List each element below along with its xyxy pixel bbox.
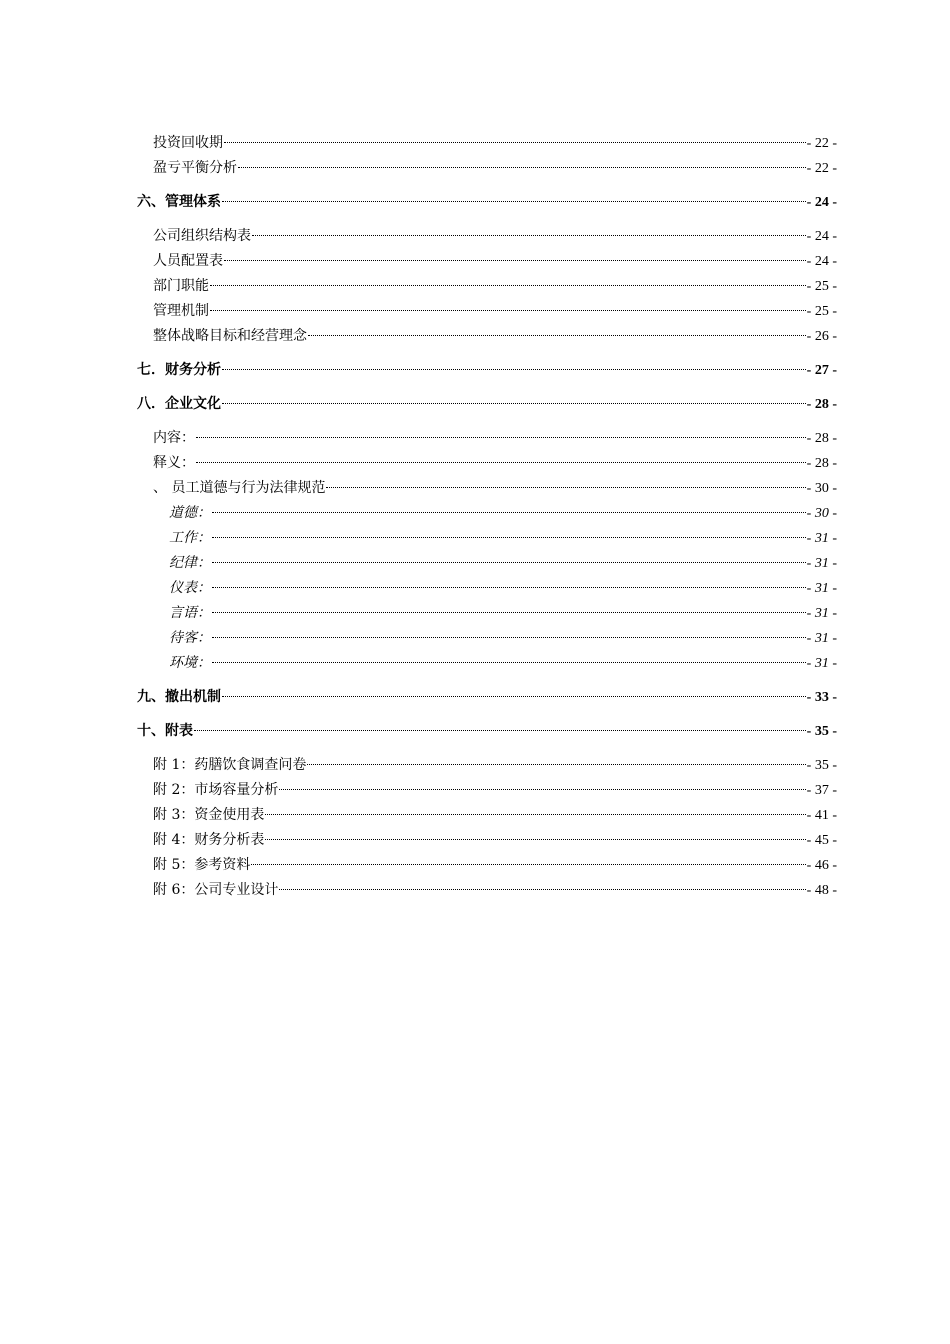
toc-item[interactable] bbox=[137, 778, 837, 803]
toc-item[interactable] bbox=[137, 878, 837, 903]
toc-entry-label: 内容： bbox=[153, 430, 195, 446]
toc-item[interactable] bbox=[137, 753, 837, 778]
toc-leader-dots bbox=[212, 661, 806, 663]
toc-leader-dots bbox=[224, 259, 806, 261]
toc-section-heading[interactable] bbox=[137, 685, 837, 710]
toc-entry-label: 附 3：资金使用表 bbox=[153, 807, 265, 823]
toc-page-number: - 25 - bbox=[806, 304, 837, 319]
toc-item[interactable] bbox=[137, 853, 837, 878]
toc-page-number: - 31 - bbox=[806, 531, 837, 546]
toc-leader-dots bbox=[252, 234, 806, 236]
toc-item[interactable] bbox=[137, 828, 837, 853]
toc-item[interactable] bbox=[137, 156, 837, 181]
toc-subitem[interactable] bbox=[137, 626, 837, 651]
toc-page-number: - 31 - bbox=[806, 581, 837, 596]
toc-leader-dots bbox=[212, 636, 806, 638]
toc-section-heading[interactable] bbox=[137, 358, 837, 383]
toc-subitem[interactable] bbox=[137, 501, 837, 526]
toc-subitem[interactable] bbox=[137, 651, 837, 676]
toc-page-number: - 25 - bbox=[806, 279, 837, 294]
toc-section-heading[interactable] bbox=[137, 719, 837, 744]
toc-page-number: - 33 - bbox=[806, 690, 837, 705]
toc-section-heading[interactable] bbox=[137, 190, 837, 215]
toc-leader-dots bbox=[279, 788, 805, 790]
toc-page-number: - 46 - bbox=[806, 858, 837, 873]
toc-entry-label: 管理机制 bbox=[153, 303, 209, 319]
toc-leader-dots bbox=[308, 334, 806, 336]
toc-page-number: - 30 - bbox=[806, 506, 837, 521]
toc-subitem[interactable] bbox=[137, 551, 837, 576]
toc-page-number: - 26 - bbox=[806, 329, 837, 344]
toc-page-number: - 22 - bbox=[806, 136, 837, 151]
toc-leader-dots bbox=[279, 888, 805, 890]
toc-page-number: - 35 - bbox=[806, 758, 837, 773]
toc-leader-dots bbox=[210, 284, 806, 286]
toc-entry-label: 纪律： bbox=[169, 555, 211, 571]
toc-subitem[interactable] bbox=[137, 601, 837, 626]
toc-entry-label: 待客： bbox=[169, 630, 211, 646]
toc-leader-dots bbox=[238, 166, 806, 168]
toc-leader-dots bbox=[212, 586, 806, 588]
toc-entry-label: 释义： bbox=[153, 455, 195, 471]
toc-leader-dots bbox=[212, 536, 806, 538]
toc-page-number: - 35 - bbox=[806, 724, 837, 739]
toc-item[interactable] bbox=[137, 224, 837, 249]
table-of-contents bbox=[137, 131, 837, 903]
toc-page-number: - 31 - bbox=[806, 656, 837, 671]
toc-leader-dots bbox=[212, 511, 806, 513]
toc-entry-label: 八．企业文化 bbox=[137, 396, 221, 412]
toc-entry-label: 言语： bbox=[169, 605, 211, 621]
toc-leader-dots bbox=[222, 402, 806, 404]
toc-entry-label: 附 5：参考资料 bbox=[153, 857, 251, 873]
toc-item[interactable] bbox=[137, 249, 837, 274]
toc-page-number: - 30 - bbox=[806, 481, 837, 496]
toc-page-number: - 31 - bbox=[806, 631, 837, 646]
toc-page-number: - 31 - bbox=[806, 606, 837, 621]
toc-page-number: - 48 - bbox=[806, 883, 837, 898]
toc-leader-dots bbox=[194, 729, 806, 731]
toc-entry-label: 九、撤出机制 bbox=[137, 689, 221, 705]
toc-subitem[interactable] bbox=[137, 576, 837, 601]
toc-page-number: - 24 - bbox=[806, 195, 837, 210]
toc-page-number: - 41 - bbox=[806, 808, 837, 823]
toc-entry-label: 附 1：药膳饮食调查问卷 bbox=[153, 757, 307, 773]
toc-page-number: - 28 - bbox=[806, 456, 837, 471]
toc-entry-label: 附 2：市场容量分析 bbox=[153, 782, 279, 798]
toc-leader-dots bbox=[196, 436, 806, 438]
toc-item[interactable] bbox=[137, 131, 837, 156]
toc-leader-dots bbox=[224, 141, 806, 143]
toc-leader-dots bbox=[210, 309, 806, 311]
toc-entry-label: 十、附表 bbox=[137, 723, 193, 739]
toc-entry-label: 、 员工道德与行为法律规范 bbox=[153, 480, 326, 496]
toc-page-number: - 37 - bbox=[806, 783, 837, 798]
toc-leader-dots bbox=[265, 813, 805, 815]
toc-leader-dots bbox=[222, 200, 806, 202]
toc-entry-label: 道德： bbox=[169, 505, 211, 521]
toc-page-number: - 45 - bbox=[806, 833, 837, 848]
toc-entry-label: 公司组织结构表 bbox=[153, 228, 251, 244]
toc-page-number: - 24 - bbox=[806, 229, 837, 244]
toc-leader-dots bbox=[326, 486, 805, 488]
toc-item[interactable] bbox=[137, 803, 837, 828]
toc-entry-label: 仪表： bbox=[169, 580, 211, 596]
toc-entry-label: 人员配置表 bbox=[153, 253, 223, 269]
toc-page-number: - 22 - bbox=[806, 161, 837, 176]
toc-section-heading[interactable] bbox=[137, 392, 837, 417]
toc-entry-label: 投资回收期 bbox=[153, 135, 223, 151]
toc-entry-label: 工作： bbox=[169, 530, 211, 546]
toc-entry-label: 盈亏平衡分析 bbox=[153, 160, 237, 176]
toc-entry-label: 整体战略目标和经营理念 bbox=[153, 328, 307, 344]
toc-entry-label: 环境： bbox=[169, 655, 211, 671]
toc-page-number: - 31 - bbox=[806, 556, 837, 571]
toc-page-number: - 24 - bbox=[806, 254, 837, 269]
toc-leader-dots bbox=[251, 863, 805, 865]
toc-page-number: - 27 - bbox=[806, 363, 837, 378]
toc-item[interactable] bbox=[137, 299, 837, 324]
toc-leader-dots bbox=[212, 611, 806, 613]
toc-item[interactable] bbox=[137, 476, 837, 501]
toc-page-number: - 28 - bbox=[806, 431, 837, 446]
toc-item[interactable] bbox=[137, 451, 837, 476]
toc-page-number: - 28 - bbox=[806, 397, 837, 412]
toc-leader-dots bbox=[222, 695, 806, 697]
toc-leader-dots bbox=[222, 368, 806, 370]
toc-entry-label: 附 4：财务分析表 bbox=[153, 832, 265, 848]
toc-entry-label: 七．财务分析 bbox=[137, 362, 221, 378]
toc-item[interactable] bbox=[137, 426, 837, 451]
toc-entry-label: 附 6：公司专业设计 bbox=[153, 882, 279, 898]
toc-leader-dots bbox=[196, 461, 806, 463]
toc-subitem[interactable] bbox=[137, 526, 837, 551]
toc-leader-dots bbox=[265, 838, 805, 840]
toc-entry-label: 部门职能 bbox=[153, 278, 209, 294]
toc-leader-dots bbox=[212, 561, 806, 563]
toc-entry-label: 六、管理体系 bbox=[137, 194, 221, 210]
toc-leader-dots bbox=[307, 763, 805, 765]
toc-item[interactable] bbox=[137, 324, 837, 349]
toc-item[interactable] bbox=[137, 274, 837, 299]
